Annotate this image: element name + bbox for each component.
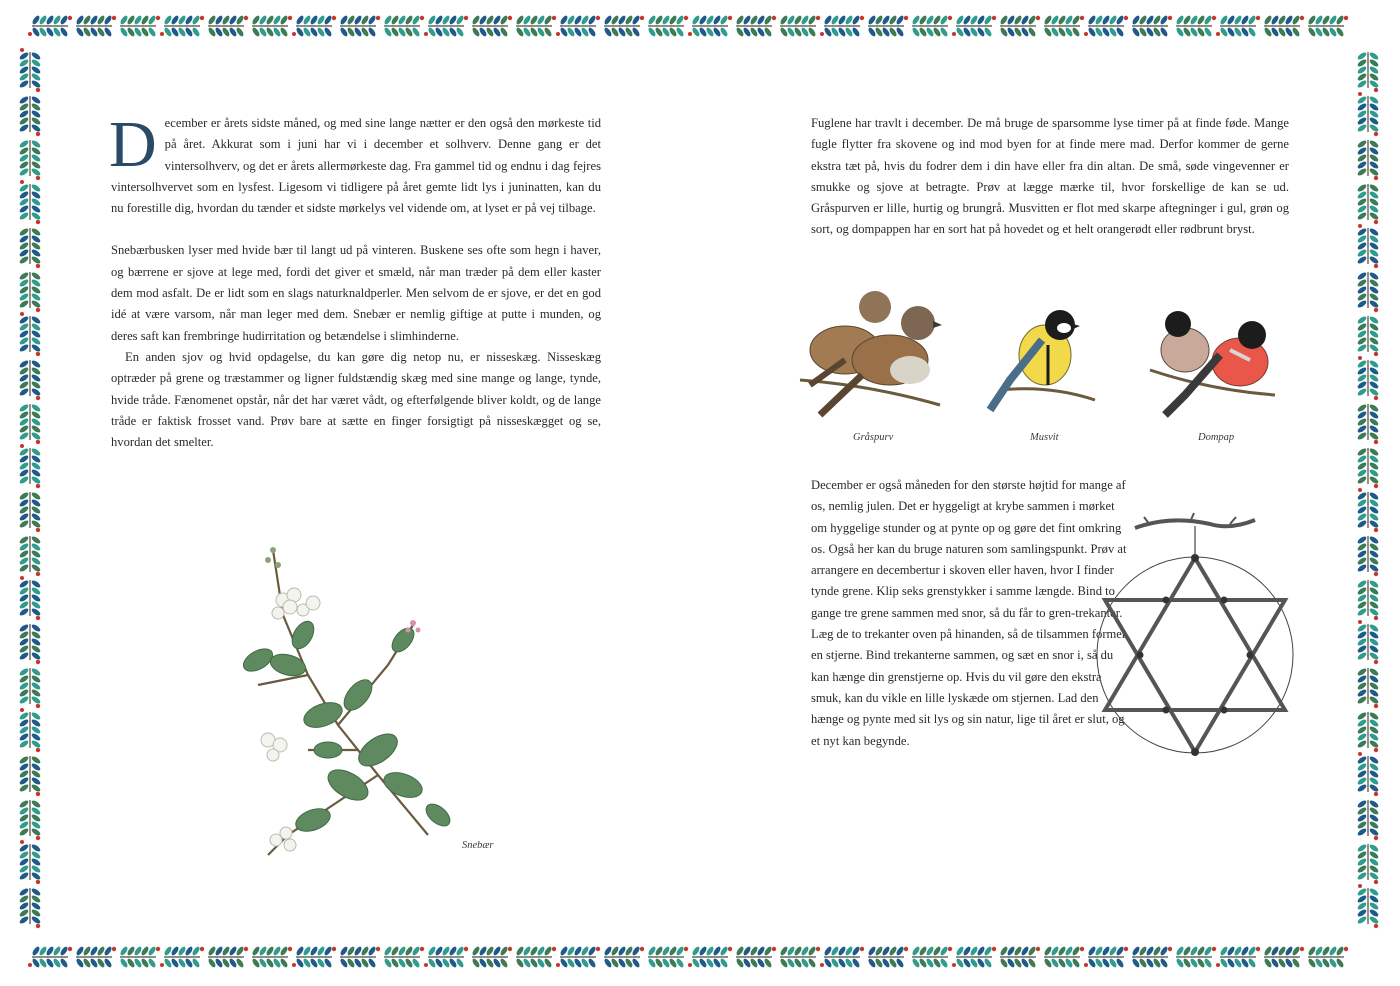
- great-tit-caption: Musvit: [1030, 432, 1059, 443]
- intro-paragraph: [109, 108, 601, 219]
- right-column-top: [811, 113, 1289, 241]
- frost-beard-paragraph: En anden sjov og hvid opdagelse, du kan gøre dig netop nu, er nisseskæg. Nisseskæg optræder på grene og træstammer og ligner fuldstændig skæg med sine mange og lange, tynde, hvide tråde. Fænomenet opstår, når det har været vådt, og efterfølgende bliver koldt, og de lange tråde er faktisk frosset vand. Prøv bare at sætte en finger forsigtigt på nisseskægget og se, hvordan det smelter.: [111, 349, 601, 450]
- christmas-paragraph: December er også måneden for den største højtid for mange af os, nemlig julen. Det er hyggeligt at krybe sammen i mørket om hyggelige stunder og at pynte op og gøre det fint omkring os. Også her kan du bruge naturen som samlingspunkt. Prøv at arrangere en decembertur i skoven eller haven, hvor I finder tynde grene. Klip seks grenstykker i samme længde. Bind to gange tre grene sammen med snor, så du får to gren-trekanter. Læg de to trekanter oven på hinanden, så de tilsammen former en stjerne. Bind trekanterne sammen, og sæt en snor i, så du kan hænge din grenstjerne op. Hvis du vil gøre den ekstra smuk, kan du vikle en lille lyskæde om stjernen. Lad den hænge og pynte med sit lys og sin natur, lige til året er slut, og et nyt kan begynde.: [811, 478, 1127, 748]
- sparrow-illustration: [790, 285, 950, 425]
- bullfinch-illustration: [1140, 300, 1280, 420]
- right-column-bottom: [811, 475, 1133, 752]
- birds-paragraph: Fuglene har travlt i december. De må bruge de sparsomme lyse timer på at finde føde. Mange fugle flytter fra skovene og ind mod byen for at finde mere mad. Derfor kommer de gerne ekstra tæt på, hvis du fodrer dem i din have eller fra din altan. De små, søde vingevenner er smukke og sjove at betragte. Prøv at lægge mærke til, hvor forskellige de kan se ud. Gråspurven er lille, hurtig og brungrå. Musvitten er flot med skarpe aftegninger i gul, grøn og sort, og dompappen har en sort hat på hovedet og et helt orangerødt eller rødbrunt bryst.: [811, 116, 1289, 237]
- sparrow-caption: Gråspurv: [853, 432, 894, 443]
- bullfinch-caption: Dompap: [1198, 432, 1235, 443]
- left-column: [109, 108, 601, 453]
- drop-cap: D: [109, 108, 157, 181]
- snowberry-illustration: [228, 535, 468, 885]
- snowberry-paragraph: Snebærbusken lyser med hvide bær til langt ud på vinteren. Buskene ses ofte som hegn i haver, og bærrene er sjove at lege med, fordi det giver et smæld, når man træder på dem eller kaster dem mod asfalt. De er lidt som en slags naturknaldperler. Men selvom de er sjove, er det en god idé at være varsom, når man leger med dem. Snebær er nemlig giftige at putte i munden, og deres saft kan frembringe hudirritation og betændelse i slimhinderne.: [111, 243, 601, 343]
- snowberry-caption: Snebær: [462, 840, 494, 851]
- great-tit-illustration: [980, 300, 1100, 420]
- twig-star-illustration: [1090, 510, 1310, 760]
- intro-text: ecember er årets sidste måned, og med sine lange nætter er den også den mørkeste tid på året. Akkurat som i juni har vi i december et solhverv. Denne gang er det vintersolhverv, og det er årets allermørkeste dag. Fra gammel tid og endnu i dag fejres vintersolhvervet som en lysfest. Ligesom vi tidligere på året gemte lidt lys i juninatten, kan du nu forestille dig, hvordan du tænder et sidste mørkelys vel vidende om, at lyset er på vej tilbage.: [111, 116, 601, 216]
